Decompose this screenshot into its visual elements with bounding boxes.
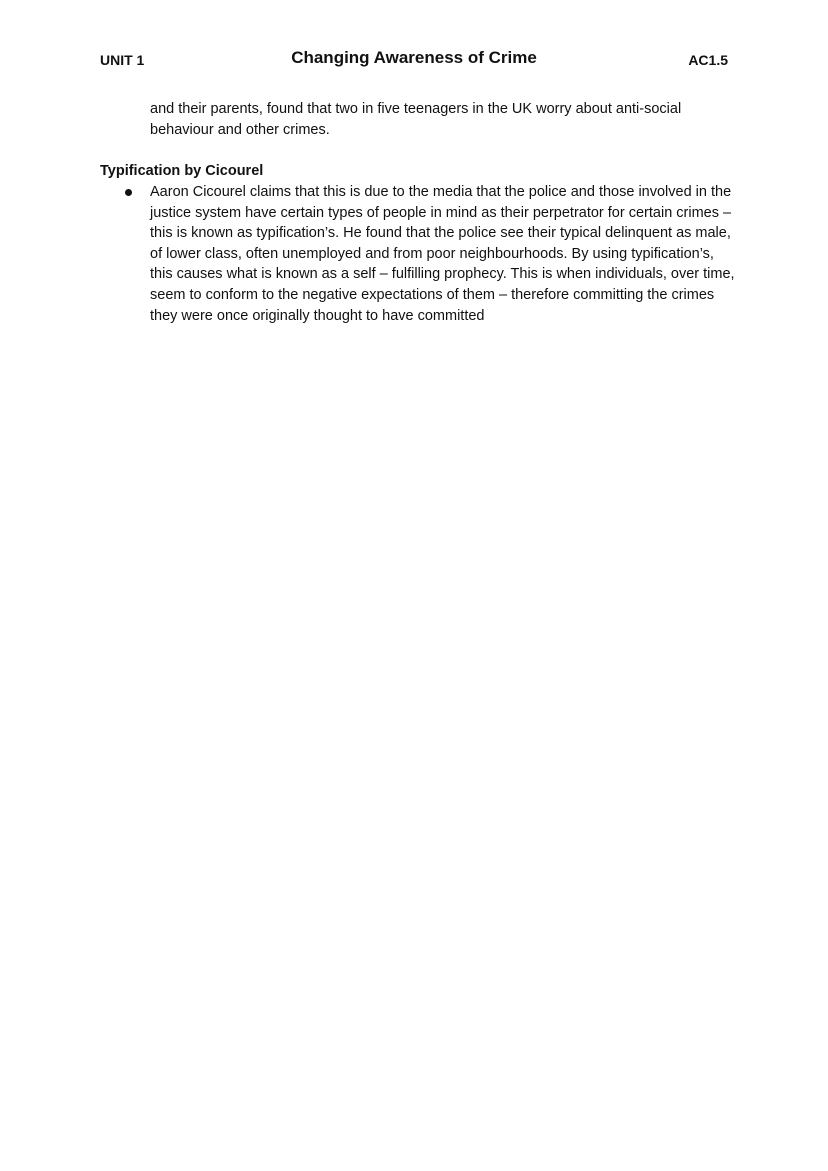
page-header [100, 48, 728, 72]
continued-paragraph: and their parents, found that two in five teenagers in the UK worry about anti-social behaviour and other crimes. [150, 101, 682, 138]
list-item [100, 182, 740, 326]
document-title: Changing Awareness of Crime [291, 48, 537, 67]
bullet-dot-icon [125, 189, 132, 196]
criterion-code: AC1.5 [688, 52, 728, 68]
bullet-list [100, 182, 740, 326]
bullet-text: Aaron Cicourel claims that this is due to the media that the police and those involved in the justice system have certain types of people in mind as their perpetrator for certain crimes – this is known as typification’s. He found that the police see their typical delinquent as male, of lower class, often unemployed and from poor neighbourhoods. By using typification’s, this causes what is known as a self – fulfilling prophecy. This is when individuals, over time, seem to conform to the negative expectations of them – therefore committing the crimes they were once originally thought to have committed [150, 184, 735, 324]
section-heading: Typification by Cicourel [100, 163, 264, 179]
unit-label: UNIT 1 [100, 52, 145, 68]
